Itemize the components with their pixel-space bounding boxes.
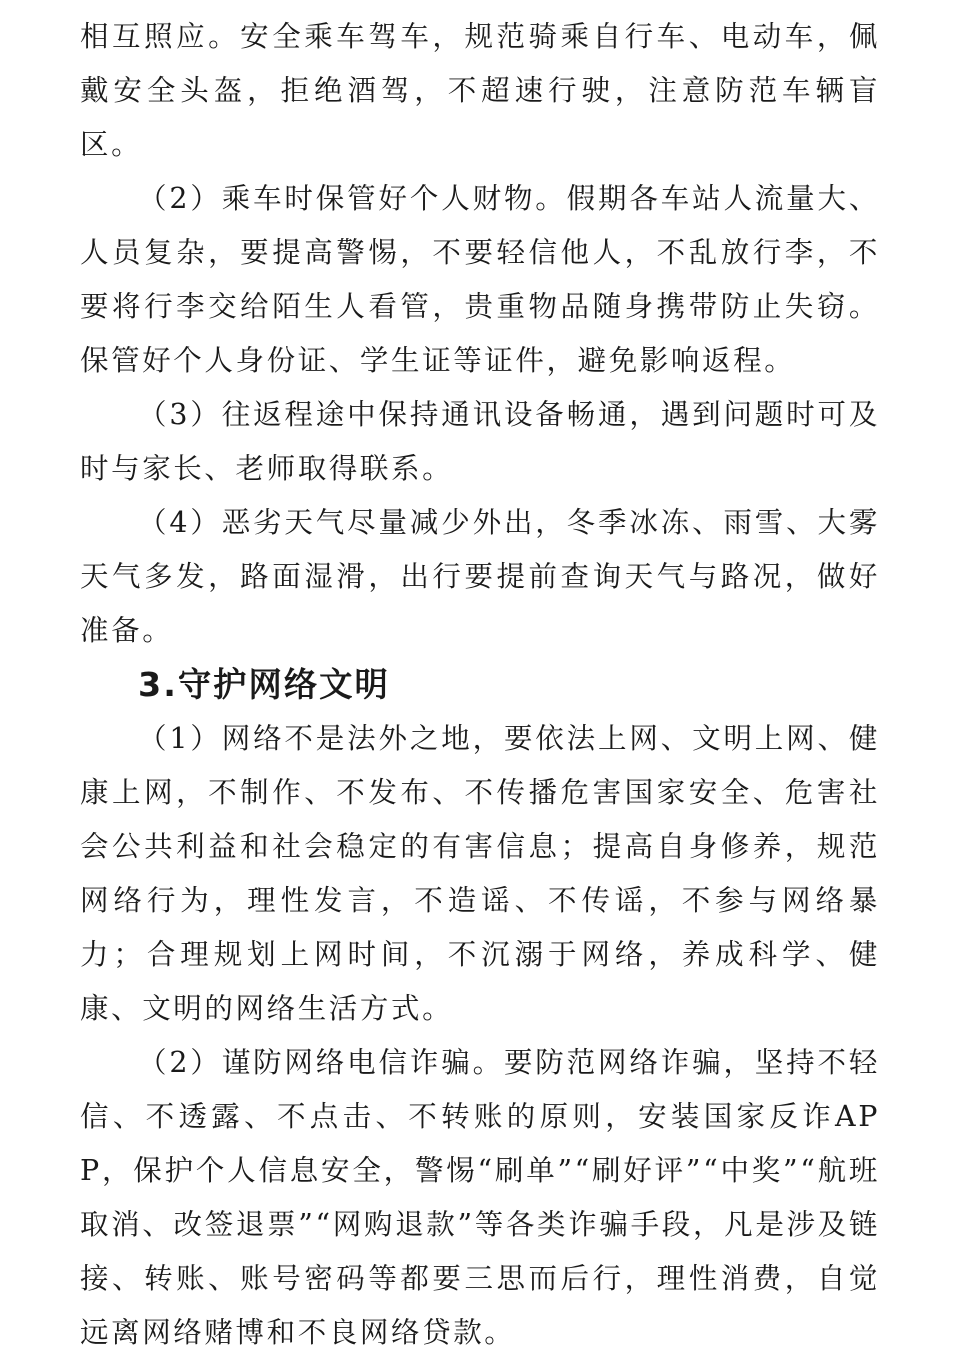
paragraph-network-item-2-fraud: （2）谨防网络电信诈骗。要防范网络诈骗，坚持不轻信、不透露、不点击、不转账的原则，安装国家反诈APP，保护个人信息安全，警惕“刷单”“刷好评”“中奖”“航班取消、改签退票”“网购退款”等各类诈骗手段，凡是涉及链接、转账、账号密码等都要三思而后行，理性消费，自觉远离网络赌博和不良网络贷款。 bbox=[80, 1046, 880, 1349]
paragraph-network-item-1: （1）网络不是法外之地，要依法上网、文明上网、健康上网，不制作、不发布、不传播危害国家安全、危害社会公共利益和社会稳定的有害信息；提高自身修养，规范网络行为，理性发言，不造谣、不传谣，不参与网络暴力；合理规划上网时间，不沉溺于网络，养成科学、健康、文明的网络生活方式。 bbox=[80, 722, 880, 1025]
paragraph-item-3-communication: （3）往返程途中保持通讯设备畅通，遇到问题时可及时与家长、老师取得联系。 bbox=[80, 398, 880, 485]
paragraph-travel-safety-continued: 相互照应。安全乘车驾车，规范骑乘自行车、电动车，佩戴安全头盔，拒绝酒驾，不超速行驶，注意防范车辆盲区。 bbox=[80, 20, 880, 161]
paragraph-item-2-belongings: （2）乘车时保管好个人财物。假期各车站人流量大、人员复杂，要提高警惕，不要轻信他人，不乱放行李，不要将行李交给陌生人看管，贵重物品随身携带防止失窃。保管好个人身份证、学生证等证件，避免影响返程。 bbox=[80, 182, 880, 377]
paragraph-item-4-weather: （4）恶劣天气尽量减少外出，冬季冰冻、雨雪、大雾天气多发，路面湿滑，出行要提前查询天气与路况，做好准备。 bbox=[80, 506, 880, 647]
document-page bbox=[80, 10, 880, 1360]
section-heading-network-civility: 3.守护网络文明 bbox=[138, 665, 390, 704]
